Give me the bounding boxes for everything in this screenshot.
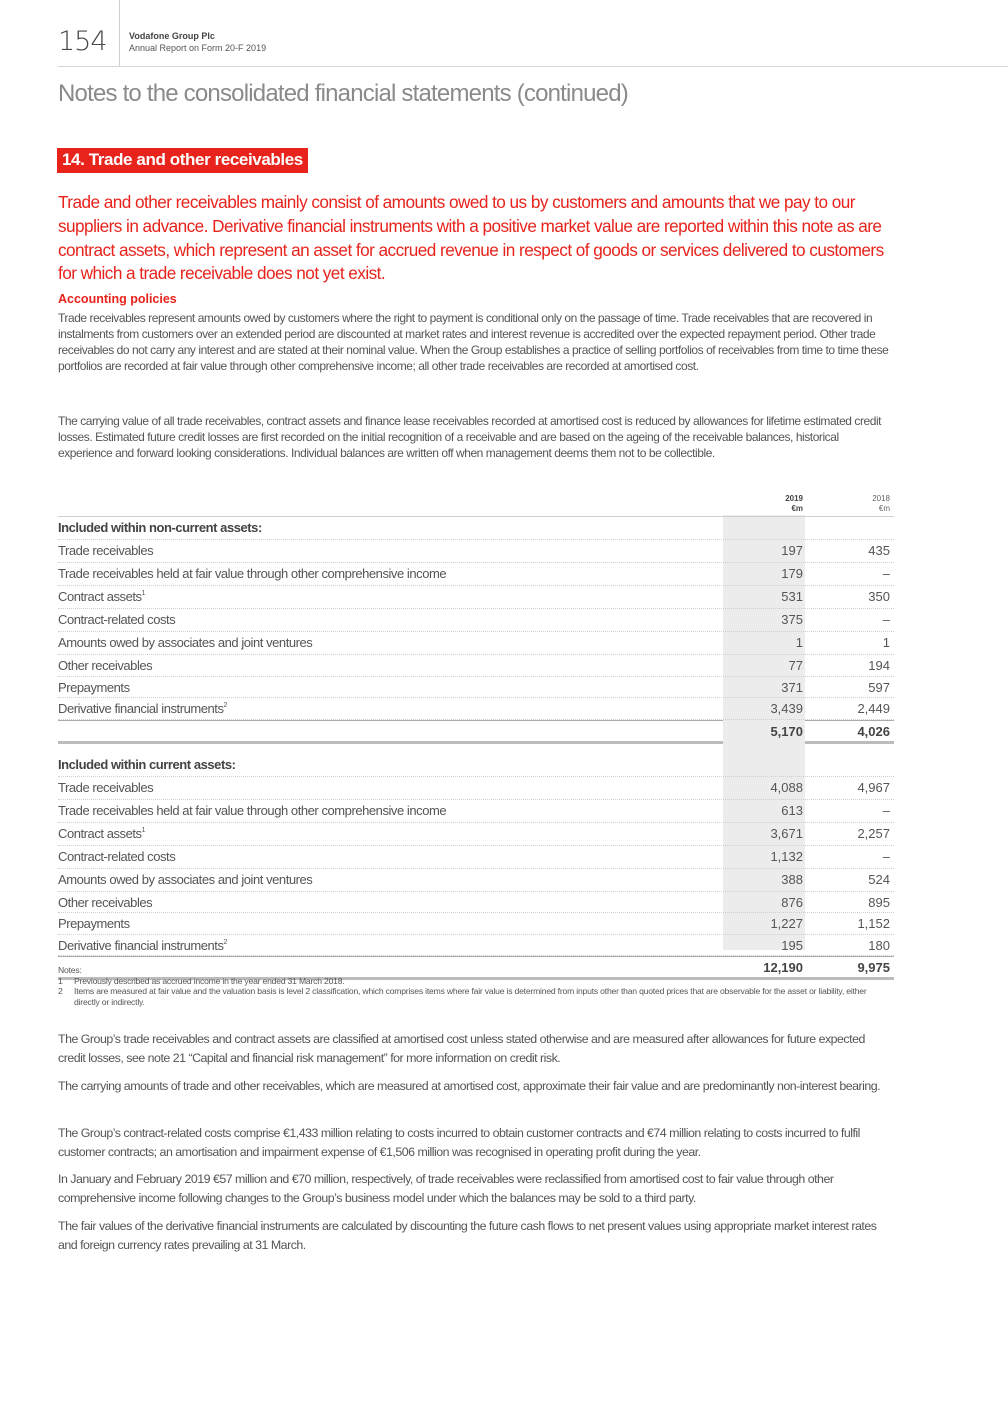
section-title: Notes to the consolidated financial statements (continued) [58,80,628,107]
footnote-ref: 2 [223,938,227,946]
value-2018: – [882,848,890,864]
row-label-text: Trade receivables [58,543,154,558]
row-label [58,566,446,581]
footnote-1 [58,976,894,987]
value-2019: 613 [781,802,803,818]
table-row [58,609,894,632]
table-row [58,540,894,563]
value-2019: 4,088 [770,779,803,795]
value-2018: 350 [868,589,890,604]
table-row [58,869,894,892]
value-2019: 77 [788,658,803,673]
group-title: Included within current assets: [58,756,236,772]
row-label-text: Amounts owed by associates and joint ventures [58,635,313,650]
row-label [58,872,312,887]
value-2018: – [882,612,890,627]
table-row [58,563,894,586]
row-label-text: Contract assets [58,589,142,604]
col-2019-year: 2019 [785,494,803,503]
col-header-2018 [808,494,890,514]
paragraph-contract-costs: The Group’s contract-related costs comprise €1,433 million relating to costs incurred to obtain customer contracts and €74 million relating to costs incurred to fulfil customer contracts; an amortisation and impairment expense of €1,506 million was recognised in operating profit during the year. [58,1126,860,1159]
value-2018: 597 [868,679,890,695]
row-label [58,612,175,627]
table-row [58,632,894,655]
header-divider [119,0,120,66]
accounting-policies-title: Accounting policies [58,292,177,306]
current-rows [58,777,894,957]
total-2019: 12,190 [763,960,803,975]
row-label-text: Trade receivables [58,779,154,795]
group-title: Included within non-current assets: [58,520,262,535]
row-label-text: Other receivables [58,894,153,910]
footnote-text: Items are measured at fair value and the valuation basis is level 2 classification, which comprises items where fair value is determined from inputs other than quoted prices that are observable for the asset or liability, either directly or indirectly. [74,986,867,1007]
row-label [58,849,175,864]
row-label-text: Prepayments [58,679,130,695]
row-label-text: Trade receivables held at fair value through other comprehensive income [58,566,447,581]
value-2018: 524 [868,871,890,887]
table-row [58,800,894,823]
row-label-text: Other receivables [58,658,153,673]
footnote-ref: 1 [141,826,146,834]
table-row [58,823,894,846]
note-intro: Trade and other receivables mainly consist of amounts owed to us by customers and amounts that we pay to our suppliers in advance. Derivative financial instruments with a positive market value are reported within this note as are contract assets, which represent an asset for accrued revenue in respect of goods or services delivered to customers for which a trade receivable does not yet exist. [58,192,884,284]
value-2019: 1,227 [770,916,803,931]
value-2018: 2,449 [857,701,890,716]
total-2018: 4,026 [857,723,890,739]
table-row [58,777,894,800]
col-header-2019 [723,494,803,514]
paragraph-derivative-fair-values: The fair values of the derivative financial instruments are calculated by discounting the future cash flows to net present values using appropriate market interest rates and foreign currency rates prevailing at 31 March. [58,1219,877,1252]
total-2019: 5,170 [770,723,803,739]
row-label-text: Contract assets [58,825,142,841]
table-row [58,698,894,720]
value-2019: 1 [795,635,803,650]
value-2019: 3,671 [770,825,803,841]
col-2018-unit: €m [878,504,890,513]
value-2019: 179 [781,566,803,581]
table-row [58,913,894,935]
row-label-text: Trade receivables held at fair value through other comprehensive income [58,802,447,818]
value-2019: 388 [781,871,803,887]
footnote-number: 2 [58,986,63,996]
policies-paragraph-2: The carrying value of all trade receivables, contract assets and finance lease receivables recorded at amortised cost is reduced by allowances for lifetime estimated credit losses. Estimated future credit losses are first recorded on the initial recognition of a receivable and are based on the ageing of the receivable balances, historical experience and forward looking considerations. Individual balances are written off when management deems them not to be collectible. [58,414,882,460]
row-label [58,916,130,931]
value-2019: 371 [781,679,803,695]
notes-title: Notes: [58,965,82,975]
value-2018: 435 [868,543,890,558]
row-label [58,701,227,716]
row-label-text: Contract-related costs [58,612,176,627]
row-label [58,780,153,795]
value-2018: 2,257 [857,825,890,841]
receivables-table [58,490,894,980]
row-label [58,635,312,650]
value-2018: 895 [868,894,890,910]
footnotes [58,965,894,1007]
table-row [58,892,894,914]
col-2019-unit: €m [791,504,803,513]
row-label-text: Amounts owed by associates and joint ventures [58,871,313,887]
row-label-text: Prepayments [58,916,130,931]
value-2019: 531 [781,589,803,604]
value-2018: 180 [868,937,890,953]
table-row [58,677,894,699]
table-row [58,846,894,869]
row-label-text: Contract-related costs [58,848,176,864]
value-2019: 195 [781,937,803,953]
value-2019: 876 [781,894,803,910]
row-label-text: Derivative financial instruments [58,937,224,953]
note-heading: 14. Trade and other receivables [57,148,308,173]
footnote-ref: 2 [223,702,227,709]
value-2018: – [882,566,890,581]
page-number: 154 [58,26,107,57]
footnote-number: 1 [58,975,63,986]
table-row [58,586,894,609]
value-2018: – [882,802,890,818]
total-row-non-current [58,721,894,741]
group-header-non-current [58,517,894,540]
row-label-text: Derivative financial instruments [58,701,224,716]
row-label [58,658,152,673]
company-name: Vodafone Group Plc [129,31,215,41]
value-2019: 3,439 [770,701,803,716]
policies-paragraph-1: Trade receivables represent amounts owed by customers where the right to payment is conditional only on the passage of time. Trade receivables that are recovered in instalments from customers over an extended period are discounted at market rates and interest revenue is accredited over the expected repayment period. Other trade receivables do not carry any interest and are stated at their nominal value. When the Group establishes a practice of selling portfolios of receivables from time to time these portfolios are recorded at fair value through other comprehensive income; all other trade receivables are recorded at amortised cost. [58,311,889,373]
value-2019: 1,132 [770,848,803,864]
total-2018: 9,975 [857,960,890,975]
footnote-ref: 1 [141,590,146,597]
non-current-rows [58,540,894,720]
value-2018: 4,967 [857,779,890,795]
footnote-text: Previously described as accrued income in the year ended 31 March 2018. [74,975,345,986]
footnote-2 [58,986,894,1007]
row-label [58,895,152,910]
row-label [58,543,153,558]
row-label [58,680,130,695]
row-label [58,938,227,953]
value-2018: 194 [868,658,890,673]
value-2018: 1,152 [857,916,890,931]
table-row [58,935,894,957]
report-title: Annual Report on Form 20-F 2019 [129,43,267,53]
group-header-current [58,754,894,777]
table-row [58,655,894,677]
paragraph-classification: The Group’s trade receivables and contract assets are classified at amortised cost unless stated otherwise and are measured after allowances for future expected credit losses, see note 21 “Capital and financial risk management” for more information on credit risk. [58,1032,865,1065]
row-label [58,826,145,841]
paragraph-reclassification: In January and February 2019 €57 million and €70 million, respectively, of trade receivables were reclassified from amortised cost to fair value through other comprehensive income following changes to the Group’s business model under which the balances may be sold to a third party. [58,1172,834,1205]
page-header [0,0,1008,68]
value-2019: 197 [781,543,803,558]
value-2018: 1 [882,635,890,650]
value-2019: 375 [781,612,803,627]
header-rule [58,66,1008,67]
paragraph-carrying-amounts: The carrying amounts of trade and other receivables, which are measured at amortised cost, approximate their fair value and are predominantly non-interest bearing. [58,1079,881,1093]
row-label [58,589,145,604]
col-2018-year: 2018 [872,494,890,503]
table-header-row [58,490,894,517]
row-label [58,803,446,818]
